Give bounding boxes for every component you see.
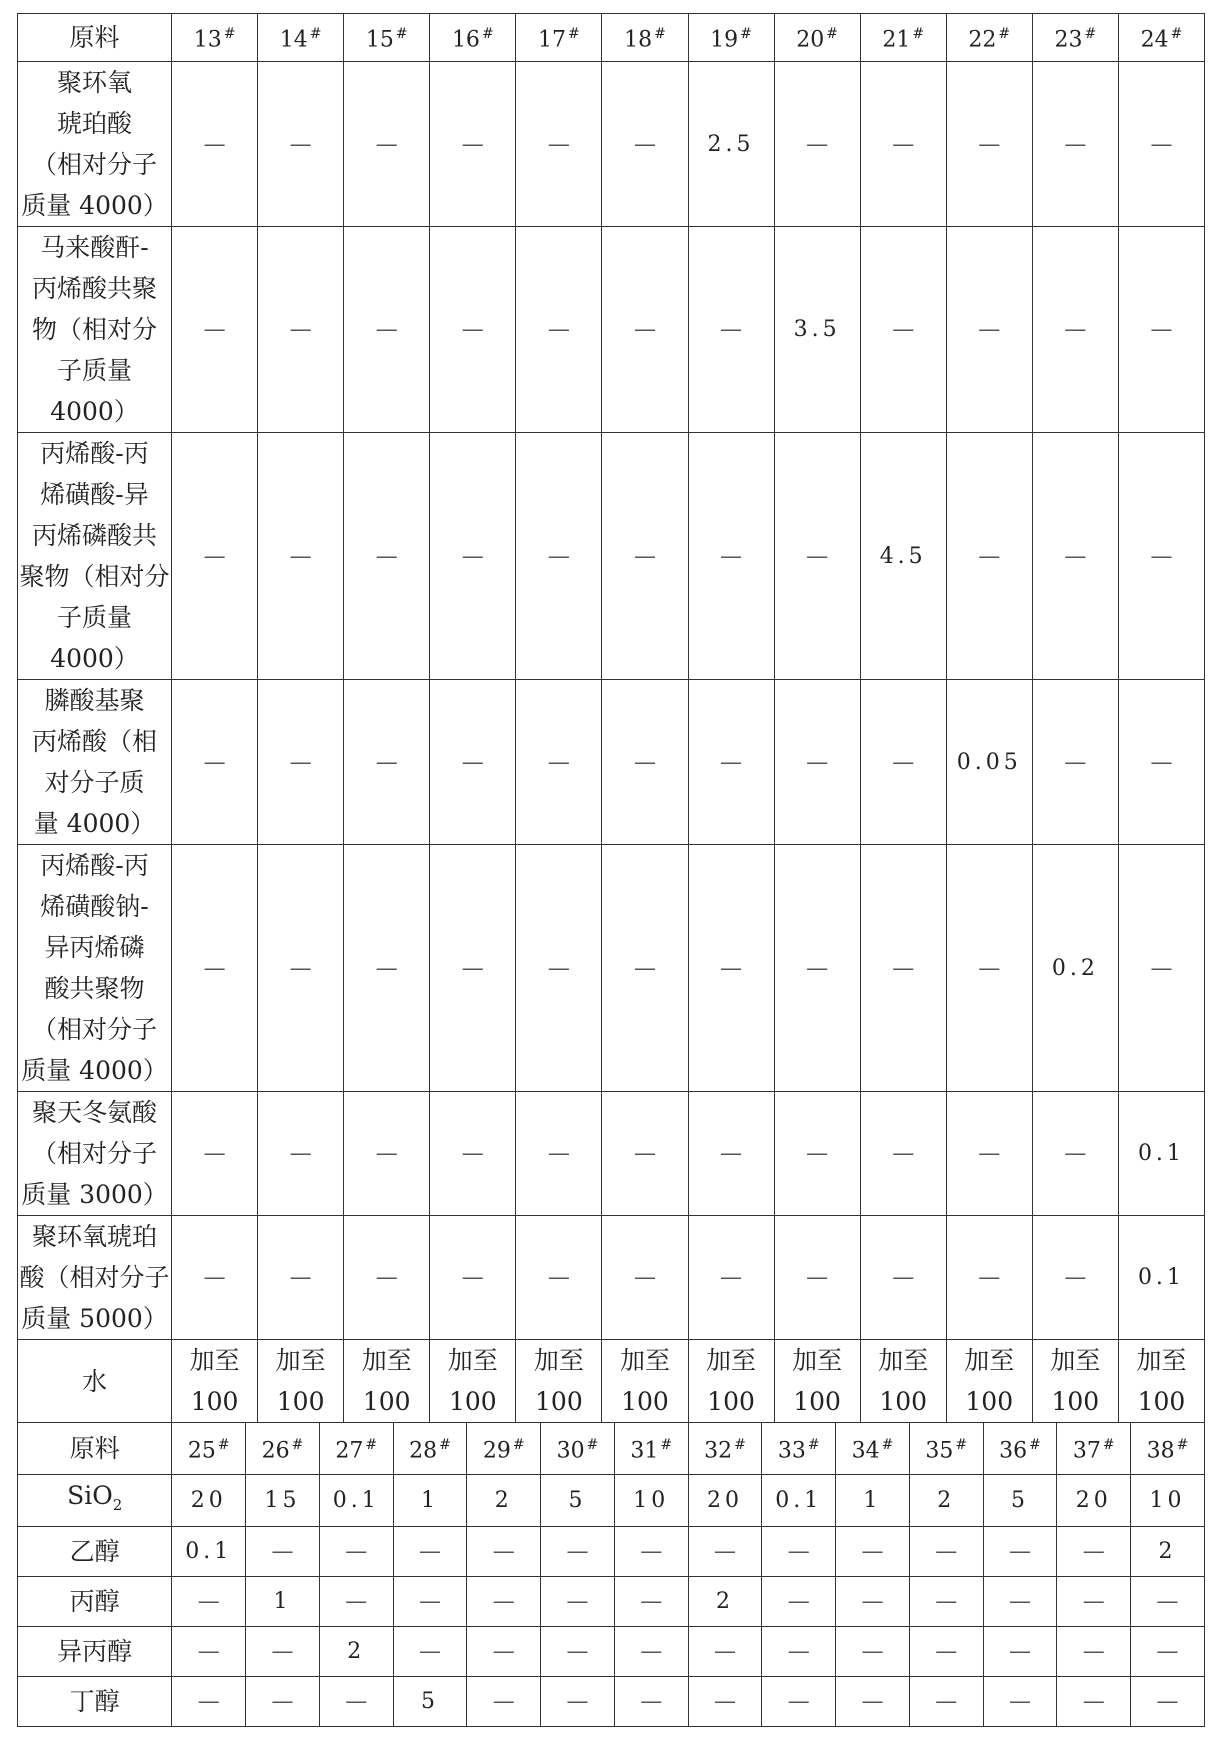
empty-cell: —: [172, 1092, 258, 1216]
material-name: 膦酸基聚 丙烯酸（相 对分子质 量 4000）: [18, 680, 172, 845]
empty-cell: —: [860, 1092, 946, 1216]
empty-cell: —: [983, 1576, 1057, 1626]
sample-header: [393, 1422, 467, 1474]
empty-cell: —: [688, 1626, 762, 1676]
sample-header: [172, 14, 258, 62]
sample-mark: #: [309, 26, 322, 43]
value-cell: 10: [614, 1474, 688, 1526]
sample-mark: #: [660, 1436, 673, 1453]
value-cell: 1: [246, 1576, 320, 1626]
empty-cell: —: [688, 1526, 762, 1576]
empty-cell: —: [344, 845, 430, 1092]
empty-cell: —: [516, 1216, 602, 1340]
sample-mark: #: [1170, 26, 1183, 43]
empty-cell: —: [774, 1216, 860, 1340]
sample-number: 28: [409, 1438, 438, 1464]
empty-cell: —: [946, 1092, 1032, 1216]
material-row: [18, 227, 1205, 433]
sample-mark: #: [912, 26, 925, 43]
material-name: 丙烯酸-丙 烯磺酸-异 丙烯磷酸共 聚物（相对分 子质量 4000）: [18, 433, 172, 680]
empty-cell: —: [1057, 1526, 1131, 1576]
water-value: 加至 100: [774, 1340, 860, 1423]
empty-cell: —: [258, 433, 344, 680]
empty-cell: —: [774, 433, 860, 680]
material-name: [18, 1474, 172, 1526]
material-row: [18, 433, 1205, 680]
empty-cell: —: [1118, 845, 1204, 1092]
material-name-main: SiO: [67, 1480, 113, 1510]
sample-mark: #: [826, 26, 838, 43]
value-cell: 20: [172, 1474, 246, 1526]
empty-cell: —: [946, 227, 1032, 433]
empty-cell: —: [1118, 433, 1204, 680]
empty-cell: —: [774, 845, 860, 1092]
material-name: 水: [18, 1340, 172, 1423]
empty-cell: —: [541, 1576, 615, 1626]
value-cell: 20: [688, 1474, 762, 1526]
empty-cell: —: [258, 1216, 344, 1340]
empty-cell: —: [688, 433, 774, 680]
header-row: [18, 14, 1205, 62]
sample-number: 19: [710, 27, 739, 53]
sample-number: 38: [1146, 1438, 1175, 1464]
sample-number: 24: [1140, 27, 1169, 53]
water-value: 加至 100: [602, 1340, 688, 1423]
empty-cell: —: [172, 1676, 246, 1726]
empty-cell: —: [344, 62, 430, 227]
value-cell: 2: [467, 1474, 541, 1526]
empty-cell: —: [172, 845, 258, 1092]
empty-cell: —: [614, 1526, 688, 1576]
sample-header: [1118, 14, 1204, 62]
empty-cell: —: [909, 1576, 983, 1626]
empty-cell: —: [516, 62, 602, 227]
material-row: [18, 1526, 1205, 1576]
value-cell: 2: [1131, 1526, 1205, 1576]
sample-header: [909, 1422, 983, 1474]
water-value: 加至 100: [946, 1340, 1032, 1423]
empty-cell: —: [946, 433, 1032, 680]
empty-cell: —: [602, 1092, 688, 1216]
empty-cell: —: [467, 1676, 541, 1726]
empty-cell: —: [430, 62, 516, 227]
sample-mark: #: [740, 26, 752, 43]
empty-cell: —: [946, 62, 1032, 227]
empty-cell: —: [909, 1626, 983, 1676]
sample-header: [319, 1422, 393, 1474]
sample-header: [602, 14, 688, 62]
sample-header: [541, 1422, 615, 1474]
header-label: 原料: [18, 14, 172, 62]
empty-cell: —: [430, 433, 516, 680]
material-name: [18, 1576, 172, 1626]
value-cell: 5: [541, 1474, 615, 1526]
water-value: 加至 100: [430, 1340, 516, 1423]
empty-cell: —: [430, 1216, 516, 1340]
value-cell: 0.1: [319, 1474, 393, 1526]
empty-cell: —: [1057, 1626, 1131, 1676]
empty-cell: —: [860, 1216, 946, 1340]
empty-cell: —: [1118, 227, 1204, 433]
value-cell: 5: [983, 1474, 1057, 1526]
sample-number: 20: [796, 27, 825, 53]
empty-cell: —: [836, 1526, 910, 1576]
material-name: 聚环氧 琥珀酸 （相对分子 质量 4000）: [18, 62, 172, 227]
empty-cell: —: [860, 680, 946, 845]
empty-cell: —: [688, 845, 774, 1092]
sample-header: [946, 14, 1032, 62]
value-cell: 4.5: [860, 433, 946, 680]
header-label: 原料: [18, 1422, 172, 1474]
sample-number: 31: [630, 1438, 659, 1464]
empty-cell: —: [1032, 62, 1118, 227]
water-value: 加至 100: [860, 1340, 946, 1423]
empty-cell: —: [172, 1626, 246, 1676]
sample-number: 32: [704, 1438, 733, 1464]
empty-cell: —: [172, 1576, 246, 1626]
empty-cell: —: [319, 1576, 393, 1626]
material-row: [18, 1092, 1205, 1216]
empty-cell: —: [774, 1092, 860, 1216]
material-name: [18, 1626, 172, 1676]
sample-mark: #: [481, 26, 494, 43]
sample-number: 27: [335, 1438, 364, 1464]
sample-header: [688, 14, 774, 62]
empty-cell: —: [541, 1626, 615, 1676]
empty-cell: —: [1032, 433, 1118, 680]
sample-mark: #: [568, 26, 580, 43]
value-cell: 2: [688, 1576, 762, 1626]
empty-cell: —: [172, 227, 258, 433]
empty-cell: —: [516, 1092, 602, 1216]
material-row: [18, 1216, 1205, 1340]
sample-mark: #: [1176, 1436, 1189, 1453]
value-cell: 5: [393, 1676, 467, 1726]
empty-cell: —: [246, 1676, 320, 1726]
empty-cell: —: [516, 845, 602, 1092]
material-name: 马来酸酐- 丙烯酸共聚 物（相对分 子质量 4000）: [18, 227, 172, 433]
empty-cell: —: [762, 1576, 836, 1626]
sample-header: [614, 1422, 688, 1474]
value-cell: 2.5: [688, 62, 774, 227]
empty-cell: —: [602, 1216, 688, 1340]
material-row: [18, 1626, 1205, 1676]
empty-cell: —: [467, 1576, 541, 1626]
empty-cell: —: [860, 62, 946, 227]
empty-cell: —: [602, 227, 688, 433]
empty-cell: —: [344, 227, 430, 433]
sample-header: [762, 1422, 836, 1474]
empty-cell: —: [602, 680, 688, 845]
sample-header: [344, 14, 430, 62]
empty-cell: —: [344, 1216, 430, 1340]
sample-number: 35: [925, 1438, 954, 1464]
sample-number: 23: [1054, 27, 1083, 53]
value-cell: 10: [1131, 1474, 1205, 1526]
sample-header: [430, 14, 516, 62]
empty-cell: —: [172, 62, 258, 227]
empty-cell: —: [541, 1676, 615, 1726]
value-cell: 2: [319, 1626, 393, 1676]
empty-cell: —: [688, 1216, 774, 1340]
material-name: [18, 1526, 172, 1576]
sample-mark: #: [291, 1436, 304, 1453]
sample-header: [467, 1422, 541, 1474]
empty-cell: —: [762, 1676, 836, 1726]
sample-header: [172, 1422, 246, 1474]
sample-number: 37: [1072, 1438, 1101, 1464]
water-value: 加至 100: [258, 1340, 344, 1423]
sample-mark: #: [395, 26, 408, 43]
empty-cell: —: [467, 1626, 541, 1676]
empty-cell: —: [246, 1526, 320, 1576]
sample-header: [983, 1422, 1057, 1474]
empty-cell: —: [541, 1526, 615, 1576]
value-cell: 1: [836, 1474, 910, 1526]
sample-header: [860, 14, 946, 62]
sample-mark: #: [881, 1436, 894, 1453]
sample-number: 14: [279, 27, 308, 53]
empty-cell: —: [172, 1216, 258, 1340]
sample-mark: #: [654, 26, 666, 43]
material-row: [18, 1474, 1205, 1526]
water-value: 加至 100: [1032, 1340, 1118, 1423]
empty-cell: —: [909, 1676, 983, 1726]
empty-cell: —: [1032, 1092, 1118, 1216]
empty-cell: —: [1118, 680, 1204, 845]
value-cell: 3.5: [774, 227, 860, 433]
sample-mark: #: [998, 26, 1011, 43]
value-cell: 0.1: [172, 1526, 246, 1576]
sample-header: [1131, 1422, 1205, 1474]
sample-header: [246, 1422, 320, 1474]
water-value: 加至 100: [516, 1340, 602, 1423]
empty-cell: —: [246, 1626, 320, 1676]
sample-header: [1032, 14, 1118, 62]
empty-cell: —: [430, 1092, 516, 1216]
empty-cell: —: [430, 227, 516, 433]
sample-number: 36: [999, 1438, 1028, 1464]
water-value: 加至 100: [344, 1340, 430, 1423]
empty-cell: —: [602, 62, 688, 227]
sample-number: 22: [968, 27, 997, 53]
empty-cell: —: [688, 227, 774, 433]
material-name-subscript: 2: [112, 1495, 123, 1514]
empty-cell: —: [258, 680, 344, 845]
empty-cell: —: [344, 680, 430, 845]
sample-number: 26: [261, 1438, 290, 1464]
empty-cell: —: [774, 62, 860, 227]
sample-number: 30: [556, 1438, 585, 1464]
empty-cell: —: [172, 680, 258, 845]
sample-mark: #: [365, 1436, 378, 1453]
sample-header: [774, 14, 860, 62]
sample-number: 18: [624, 27, 653, 53]
document-page: [17, 13, 1205, 1727]
empty-cell: —: [344, 1092, 430, 1216]
empty-cell: —: [393, 1576, 467, 1626]
empty-cell: —: [430, 845, 516, 1092]
header-row: [18, 1422, 1205, 1474]
sample-mark: #: [223, 26, 236, 43]
empty-cell: —: [516, 680, 602, 845]
sample-number: 34: [851, 1438, 880, 1464]
material-name-main: 丙醇: [69, 1586, 120, 1616]
sample-mark: #: [1102, 1436, 1115, 1453]
material-name: 聚环氧琥珀 酸（相对分子 质量 5000）: [18, 1216, 172, 1340]
empty-cell: —: [1131, 1626, 1205, 1676]
empty-cell: —: [860, 227, 946, 433]
sample-mark: #: [586, 1436, 599, 1453]
empty-cell: —: [1032, 680, 1118, 845]
empty-cell: —: [688, 1676, 762, 1726]
sample-number: 16: [451, 27, 480, 53]
sample-number: 29: [482, 1438, 511, 1464]
empty-cell: —: [836, 1576, 910, 1626]
empty-cell: —: [1032, 1216, 1118, 1340]
water-value: 加至 100: [688, 1340, 774, 1423]
sample-header: [1057, 1422, 1131, 1474]
empty-cell: —: [946, 1216, 1032, 1340]
empty-cell: —: [430, 680, 516, 845]
value-cell: 1: [393, 1474, 467, 1526]
empty-cell: —: [319, 1526, 393, 1576]
empty-cell: —: [393, 1526, 467, 1576]
sample-number: 25: [187, 1438, 216, 1464]
sample-number: 13: [193, 27, 222, 53]
empty-cell: —: [688, 680, 774, 845]
empty-cell: —: [909, 1526, 983, 1576]
material-row: [18, 1676, 1205, 1726]
sample-mark: #: [1084, 26, 1097, 43]
empty-cell: —: [983, 1626, 1057, 1676]
sample-mark: #: [439, 1436, 451, 1453]
empty-cell: —: [1057, 1676, 1131, 1726]
material-name-main: 乙醇: [69, 1536, 120, 1566]
empty-cell: —: [614, 1676, 688, 1726]
material-name: 丙烯酸-丙 烯磺酸钠- 异丙烯磷 酸共聚物 （相对分子 质量 4000）: [18, 845, 172, 1092]
material-row: [18, 680, 1205, 845]
sample-header: [836, 1422, 910, 1474]
sample-mark: #: [217, 1436, 230, 1453]
sample-mark: #: [955, 1436, 968, 1453]
empty-cell: —: [319, 1676, 393, 1726]
empty-cell: —: [614, 1576, 688, 1626]
water-value: 加至 100: [172, 1340, 258, 1423]
sample-number: 17: [538, 27, 567, 53]
sample-header: [516, 14, 602, 62]
empty-cell: —: [344, 433, 430, 680]
empty-cell: —: [860, 845, 946, 1092]
empty-cell: —: [774, 680, 860, 845]
value-cell: 0.1: [762, 1474, 836, 1526]
water-row: [18, 1340, 1205, 1423]
sample-number: 15: [365, 27, 394, 53]
empty-cell: —: [393, 1626, 467, 1676]
empty-cell: —: [836, 1626, 910, 1676]
empty-cell: —: [1131, 1676, 1205, 1726]
sample-number: 33: [777, 1438, 806, 1464]
formulation-table-13-24: [17, 13, 1205, 1423]
water-value: 加至 100: [1118, 1340, 1204, 1423]
value-cell: 0.1: [1118, 1216, 1204, 1340]
empty-cell: —: [1131, 1576, 1205, 1626]
empty-cell: —: [172, 433, 258, 680]
material-row: [18, 845, 1205, 1092]
formulation-table-25-38: [17, 1422, 1205, 1727]
sample-header: [688, 1422, 762, 1474]
material-name-main: 异丙醇: [57, 1636, 133, 1666]
empty-cell: —: [602, 845, 688, 1092]
empty-cell: —: [258, 227, 344, 433]
material-row: [18, 62, 1205, 227]
material-name-main: 丁醇: [69, 1686, 120, 1716]
empty-cell: —: [983, 1526, 1057, 1576]
sample-number: 21: [882, 27, 911, 53]
sample-mark: #: [807, 1436, 820, 1453]
value-cell: 15: [246, 1474, 320, 1526]
empty-cell: —: [688, 1092, 774, 1216]
sample-mark: #: [512, 1436, 525, 1453]
sample-header: [258, 14, 344, 62]
empty-cell: —: [1057, 1576, 1131, 1626]
material-row: [18, 1576, 1205, 1626]
empty-cell: —: [614, 1626, 688, 1676]
empty-cell: —: [258, 845, 344, 1092]
empty-cell: —: [516, 433, 602, 680]
material-name: [18, 1676, 172, 1726]
value-cell: 0.05: [946, 680, 1032, 845]
value-cell: 2: [909, 1474, 983, 1526]
sample-mark: #: [734, 1436, 746, 1453]
value-cell: 20: [1057, 1474, 1131, 1526]
empty-cell: —: [1032, 227, 1118, 433]
empty-cell: —: [516, 227, 602, 433]
empty-cell: —: [762, 1526, 836, 1576]
empty-cell: —: [258, 1092, 344, 1216]
empty-cell: —: [258, 62, 344, 227]
empty-cell: —: [836, 1676, 910, 1726]
empty-cell: —: [983, 1676, 1057, 1726]
sample-mark: #: [1029, 1436, 1041, 1453]
empty-cell: —: [946, 845, 1032, 1092]
empty-cell: —: [602, 433, 688, 680]
value-cell: 0.1: [1118, 1092, 1204, 1216]
empty-cell: —: [467, 1526, 541, 1576]
value-cell: 0.2: [1032, 845, 1118, 1092]
empty-cell: —: [762, 1626, 836, 1676]
material-name: 聚天冬氨酸 （相对分子 质量 3000）: [18, 1092, 172, 1216]
empty-cell: —: [1118, 62, 1204, 227]
